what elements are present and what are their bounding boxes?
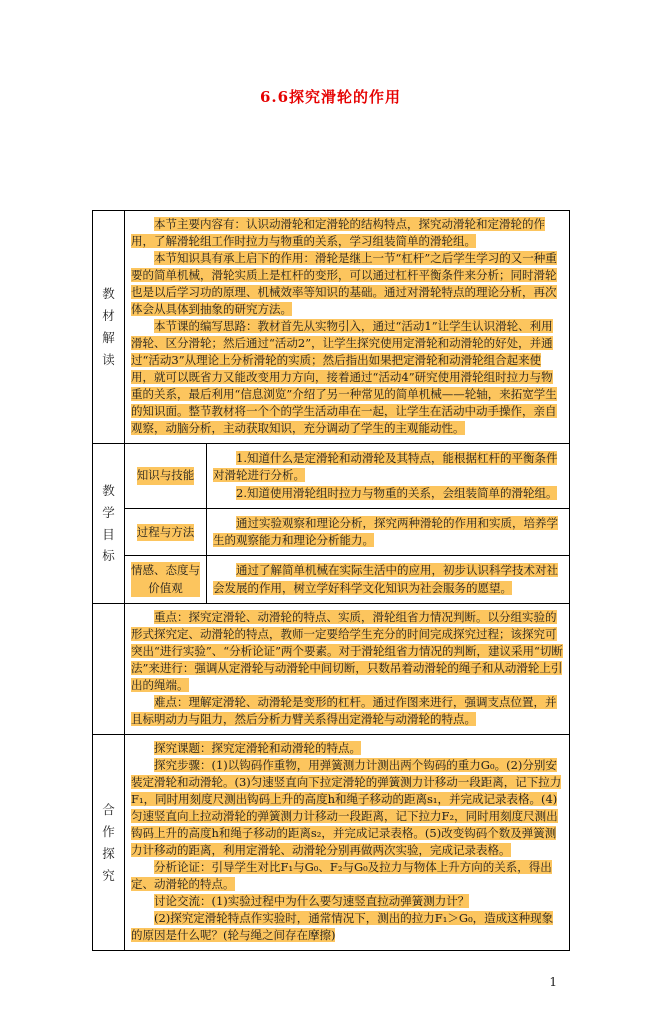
cooperative-exploration-content (125, 735, 569, 950)
lesson-plan-table (92, 210, 570, 951)
paragraph (213, 485, 563, 502)
material-analysis-content (125, 211, 569, 443)
highlighted-text: 1.知道什么是定滑轮和动滑轮及其特点，能根据杠杆的平衡条件对滑轮进行分析。 (213, 451, 558, 483)
page-number: 1 (549, 975, 557, 989)
cooperative-exploration-label-text: 合作探究 (102, 801, 115, 883)
highlighted-text: 本节课的编写思路：教材首先从实物引入，通过“活动1”让学生认识滑轮、利用滑轮、区分滑轮；然后通过“活动2”，让学生探究使用定滑轮和动滑轮的好处，并通过“活动3”从理论上分析滑轮的实质；然后指出如果把定滑轮和动滑轮组合起来使用，就可以既省力又能改变用力方向，接着通过“活动4”研究使用滑轮组时拉力与物重的关系，最后利用“信息浏览”介绍了另一种常见的简单机械——轮轴，来拓宽学生的知识面。整节教材将一个个的学生活动串在一起，让学生在活动中动手操作，亲自观察，动脑分析，主动获取知识，充分调动了学生的主观能动性。 (131, 319, 557, 436)
paragraph (213, 515, 563, 550)
paragraph (131, 910, 563, 944)
goal-sublabel (125, 556, 207, 603)
cooperative-exploration-label (93, 735, 125, 950)
highlighted-text: 探究步骤：(1)以钩码作重物，用弹簧测力计测出两个钩码的重力G₀。(2)分别安装定滑轮和动滑轮。(3)匀速竖直向下拉定滑轮的弹簧测力计移动一段距离，记下拉力F₁，同时用刻度尺测出钩码上升的高度h和绳子移动的距离s₁，并完成记录表格。(4)匀速竖直向上拉动滑轮的弹簧测力计移动一段距离，记下拉力F₂，同时用刻度尺测出钩码上升的高度h和绳子移动的距离s₂，并完成记录表格。(5)改变钩码个数及弹簧测力计移动的距离，利用定滑轮、动滑轮分别再做两次实验，完成记录表格。 (131, 758, 562, 858)
paragraph (131, 216, 563, 250)
goal-sublabel (125, 509, 207, 556)
highlighted-text: 2.知道使用滑轮组时拉力与物重的关系，会组装简单的滑轮组。 (236, 485, 558, 500)
paragraph (213, 562, 563, 597)
goal-row-process-method (125, 508, 569, 556)
paragraph (131, 757, 563, 859)
paragraph (131, 893, 563, 910)
highlighted-text: 通过实验观察和理论分析，探究两种滑轮的作用和实质，培养学生的观察能力和理论分析能力。 (213, 515, 558, 548)
goal-content (207, 509, 569, 556)
highlighted-text: 难点：理解定滑轮、动滑轮是变形的杠杆。通过作图来进行，强调支点位置，并且标明动力与阻力，然后分析力臂关系得出定滑轮与动滑轮的特点。 (131, 695, 557, 727)
goal-sublabel (125, 444, 207, 508)
highlighted-text: 本节知识具有承上启下的作用：滑轮是继上一节“杠杆”之后学生学习的又一种重要的简单机械，滑轮实质上是杠杆的变形，可以通过杠杆平衡条件来分析；同时滑轮也是以后学习功的原理、机械效率等知识的基础。通过对滑轮特点的理论分析，再次体会从具体到抽象的研究方法。 (131, 251, 557, 317)
section-material-analysis (93, 211, 569, 443)
goal-content (207, 556, 569, 603)
goal-content (207, 444, 569, 508)
highlighted-text: 分析论证：引导学生对比F₁与G₀、F₂与G₀及拉力与物体上升方向的关系，得出定、动滑轮的特点。 (131, 860, 552, 892)
goal-row-emotion-attitude-values (125, 555, 569, 603)
page-title: 6.6探究滑轮的作用 (259, 88, 402, 106)
teaching-goals-rows (125, 444, 569, 603)
section-teaching-goals (93, 443, 569, 603)
section-cooperative-exploration (93, 734, 569, 950)
paragraph (131, 859, 563, 893)
highlighted-text: (2)探究定滑轮特点作实验时，通常情况下，测出的拉力F₁＞G₀，造成这种现象的原因是什么呢？(轮与绳之间存在摩擦) (131, 911, 554, 943)
paragraph (131, 740, 563, 757)
paragraph (131, 694, 563, 728)
highlighted-text: 重点：探究定滑轮、动滑轮的特点、实质，滑轮组省力情况判断。以分组实验的形式探究定、动滑轮的特点，教师一定要给学生充分的时间完成探究过程；该探究可突出“进行实验”、“分析论证”两个要素。对于滑轮组省力情况的判断，建议采用“切断法”来进行：强调从定滑轮与动滑轮中间切断，只数吊着动滑轮的绳子和从动滑轮上引出的绳端。 (131, 609, 563, 693)
material-analysis-label-text: 教材解读 (102, 286, 115, 367)
goal-sublabel-text: 情感、态度与价值观 (131, 562, 200, 597)
highlighted-text: 探究课题：探究定滑轮和动滑轮的特点。 (154, 741, 361, 756)
key-points-empty-label (93, 604, 125, 734)
material-analysis-label (93, 211, 125, 443)
paragraph (131, 609, 563, 694)
section-key-difficult-points (93, 603, 569, 734)
goal-sublabel-text: 知识与技能 (137, 467, 195, 484)
teaching-goals-label (93, 444, 125, 603)
highlighted-text: 通过了解简单机械在实际生活中的应用，初步认识科学技术对社会发展的作用，树立学好科学文化知识为社会服务的愿望。 (213, 563, 558, 595)
highlighted-text: 本节主要内容有：认识动滑轮和定滑轮的结构特点，探究动滑轮和定滑轮的作用，了解滑轮组工作时拉力与物重的关系，学习组装简单的滑轮组。 (131, 217, 545, 249)
goal-row-knowledge-skills (125, 444, 569, 508)
paragraph (213, 450, 563, 485)
teaching-goals-label-text: 教学目标 (102, 482, 115, 564)
goal-sublabel-text: 过程与方法 (137, 524, 195, 541)
highlighted-text: 讨论交流：(1)实验过程中为什么要匀速竖直拉动弹簧测力计？ (154, 894, 470, 909)
key-points-content (125, 604, 569, 734)
paragraph (131, 250, 563, 318)
paragraph (131, 318, 563, 437)
